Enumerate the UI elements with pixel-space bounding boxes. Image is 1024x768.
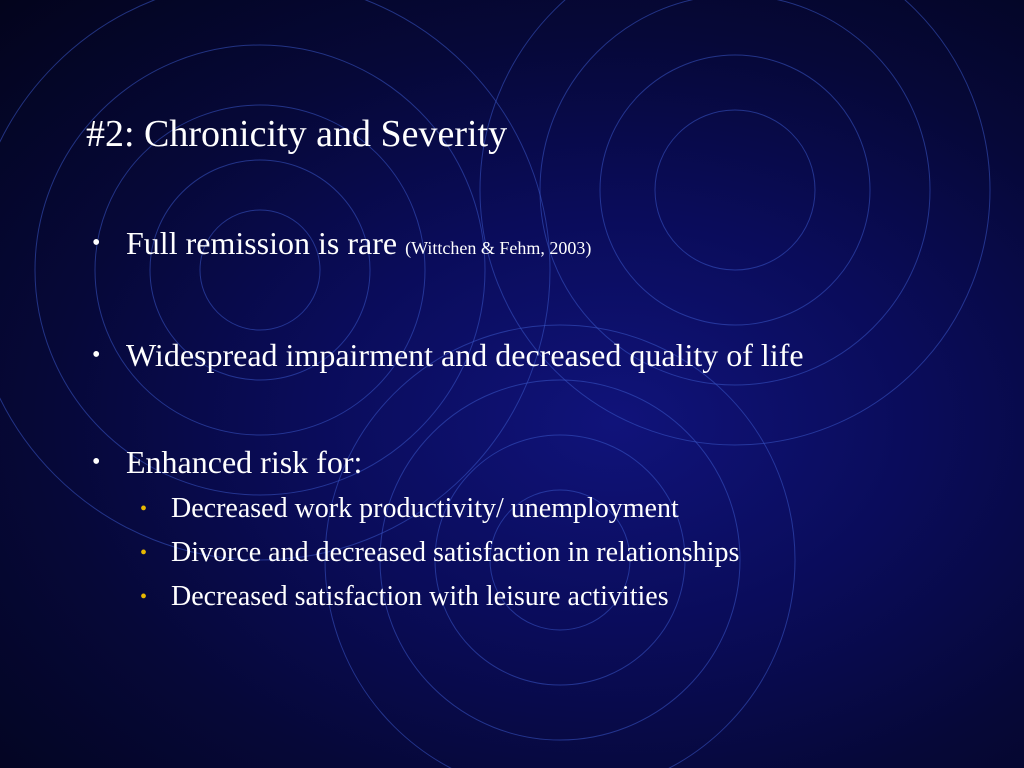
bullet-text: Full remission is rare: [126, 225, 406, 261]
sub-bullet-item: [140, 531, 928, 575]
sub-bullet-marker-icon: •: [140, 542, 148, 564]
bullet-marker-icon: •: [92, 230, 101, 256]
sub-bullet-item: [140, 575, 928, 619]
sub-bullet-marker-icon: •: [140, 498, 148, 520]
sub-bullet-text: Decreased work productivity/ unemployment: [171, 493, 679, 524]
sub-bullet-marker-icon: •: [140, 586, 148, 608]
sub-bullet-item: [140, 487, 928, 531]
bullet-item: [92, 441, 928, 619]
bullet-text: Widespread impairment and decreased quality of life: [126, 337, 804, 373]
sub-bullet-text: Decreased satisfaction with leisure activities: [171, 581, 669, 612]
sub-bullet-list: [126, 487, 928, 619]
bullet-marker-icon: •: [92, 449, 101, 475]
bullet-item: [92, 222, 928, 269]
slide-title: #2: Chronicity and Severity: [86, 113, 508, 155]
sub-bullet-text: Divorce and decreased satisfaction in relationships: [171, 537, 740, 568]
bullet-text: Enhanced risk for:: [126, 444, 363, 480]
bullet-marker-icon: •: [92, 342, 101, 368]
bullet-list: [92, 222, 928, 619]
bullet-item: [92, 334, 928, 376]
citation: (Wittchen & Fehm, 2003): [405, 238, 592, 258]
